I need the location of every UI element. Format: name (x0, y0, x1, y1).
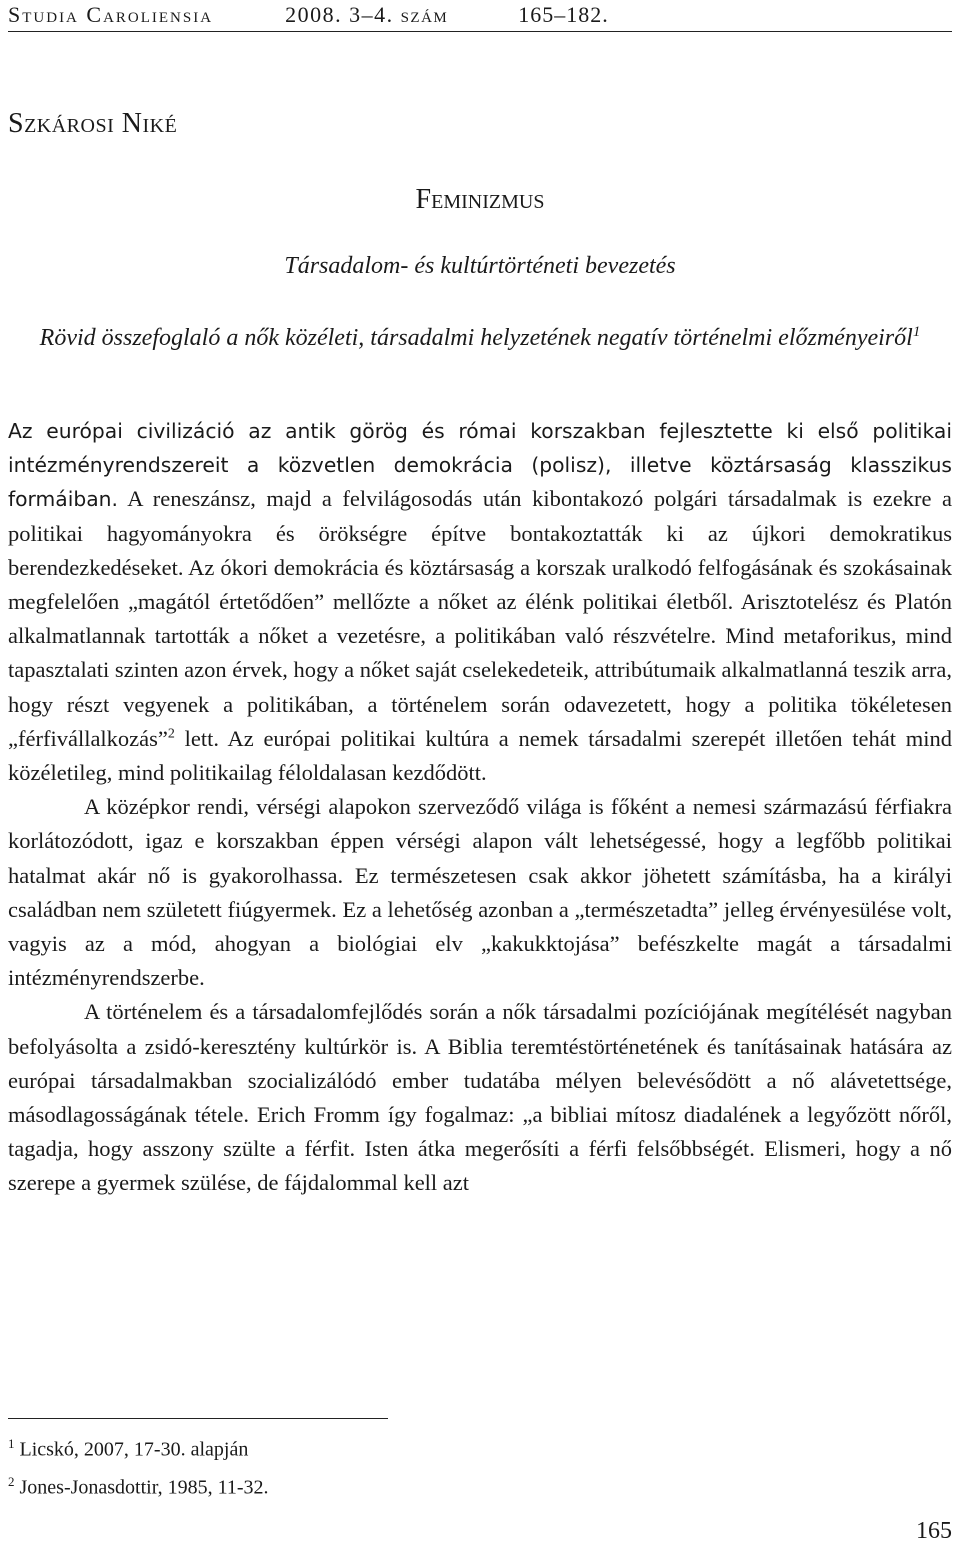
issue-year: 2008. 3–4. (285, 2, 394, 27)
footnote-ref-2: 2 (167, 726, 175, 742)
journal-name: Studia Caroliensia (8, 2, 214, 27)
footnote-divider (8, 1418, 388, 1419)
page-range: 165–182. (518, 2, 609, 27)
running-header (8, 0, 952, 32)
section-heading-text: Rövid összefoglaló a nők közéleti, társadalmi helyzetének negatív történelmi előzményeiről (39, 325, 913, 351)
footnotes (8, 1428, 269, 1503)
issue-word: szám (400, 2, 449, 27)
footnote-1 (8, 1428, 269, 1466)
section-heading (8, 316, 952, 354)
footnote-text: Licskó, 2007, 17-30. alapján (14, 1438, 249, 1461)
paragraph-1-main: A reneszánsz, majd a felvilágosodás után kibontakozó polgári társadalmak is ezekre a politikai hagyományokra és örökségre építve bontakoztatták ki az újkori demokratikus berendezkedéseket. Az ókori demokrácia és köztársaság a korszak uralkodó felfogásának és szokásainak megfelelően „magától értetődően” mellőzte a nőket az élénk politikai életből. Arisztotelész és Platón alkalmatlannak tartották a nőket a vezetésre, a politikában való részvételre. Mind metaforikus, mind tapasztalati szinten azon érvek, hogy a nőket saját cselekedeteik, attribútumaik alkalmatlanná teszik arra, hogy részt vegyenek a politikában, a történelem során odavezetett, hogy a politika tökéletesen „férfivállalkozás” (8, 486, 952, 751)
page-number: 165 (916, 1518, 952, 1544)
body-text (8, 414, 952, 1201)
paragraph-1-opening: Az európai civilizáció az antik görög és római korszakban fejlesztette ki első politikai intézményrendszereit a közvetlen demokrácia (polisz), illetve köztársaság klasszikus formáiban. (8, 419, 952, 512)
footnote-2 (8, 1466, 269, 1504)
article-title: Feminizmus (415, 184, 545, 215)
footnote-number: 2 (8, 1473, 15, 1489)
paragraph-1 (8, 414, 952, 790)
footnote-text: Jones-Jonasdottir, 1985, 11-32. (14, 1476, 269, 1499)
paragraph-2: A középkor rendi, vérségi alapokon szerveződő világa is főként a nemesi származású férfiakra korlátozódott, igaz e korszakban éppen vérségi alapon vált lehetségessé, hogy a legfőbb politikai hatalmat akár nő is gyakorolhassa. Ez természetesen csak akkor jöhetett számításba, ha a királyi családban nem született fiúgyermek. Ez a lehetőség azonban a „természetadta” jelleg érvényesülése volt, vagyis az a mód, ahogyan a biológiai elv „kakukktojása” befészkelte magát a társadalmi intézményrendszerbe. (8, 794, 952, 991)
paragraph-1-end: lett. Az európai politikai kultúra a nemek társadalmi szerepét illetően tehát mind közéletileg, mind politikailag féloldalasan kezdődött. (8, 725, 952, 786)
footnote-number: 1 (8, 1436, 15, 1451)
article-subtitle: Társadalom- és kultúrtörténeti bevezetés (284, 253, 676, 279)
author-name: Szkárosi Niké (8, 108, 178, 139)
issue-info (285, 0, 448, 31)
paragraph-3: A történelem és a társadalomfejlődés során a nők társadalmi pozíciójának megítélését nagyban befolyásolta a zsidó-keresztény kultúrkör is. A Biblia teremtéstörténetének és tanításainak hatására az európai társadalmakban szocializálódó ember tudatába mélyen belevésődött a nő alávetettsége, másodlagosságának tétele. Erich Fromm így fogalmaz: „a bibliai mítosz diadalének a legyőzött nőről, tagadja, hogy asszony szülte a férfit. Isten átka megerősíti a férfi felsőbbségét. Elismeri, hogy a nő szerepe a gyermek szülése, de fájdalommal kell azt (8, 999, 952, 1196)
footnote-ref-1: 1 (912, 324, 921, 340)
